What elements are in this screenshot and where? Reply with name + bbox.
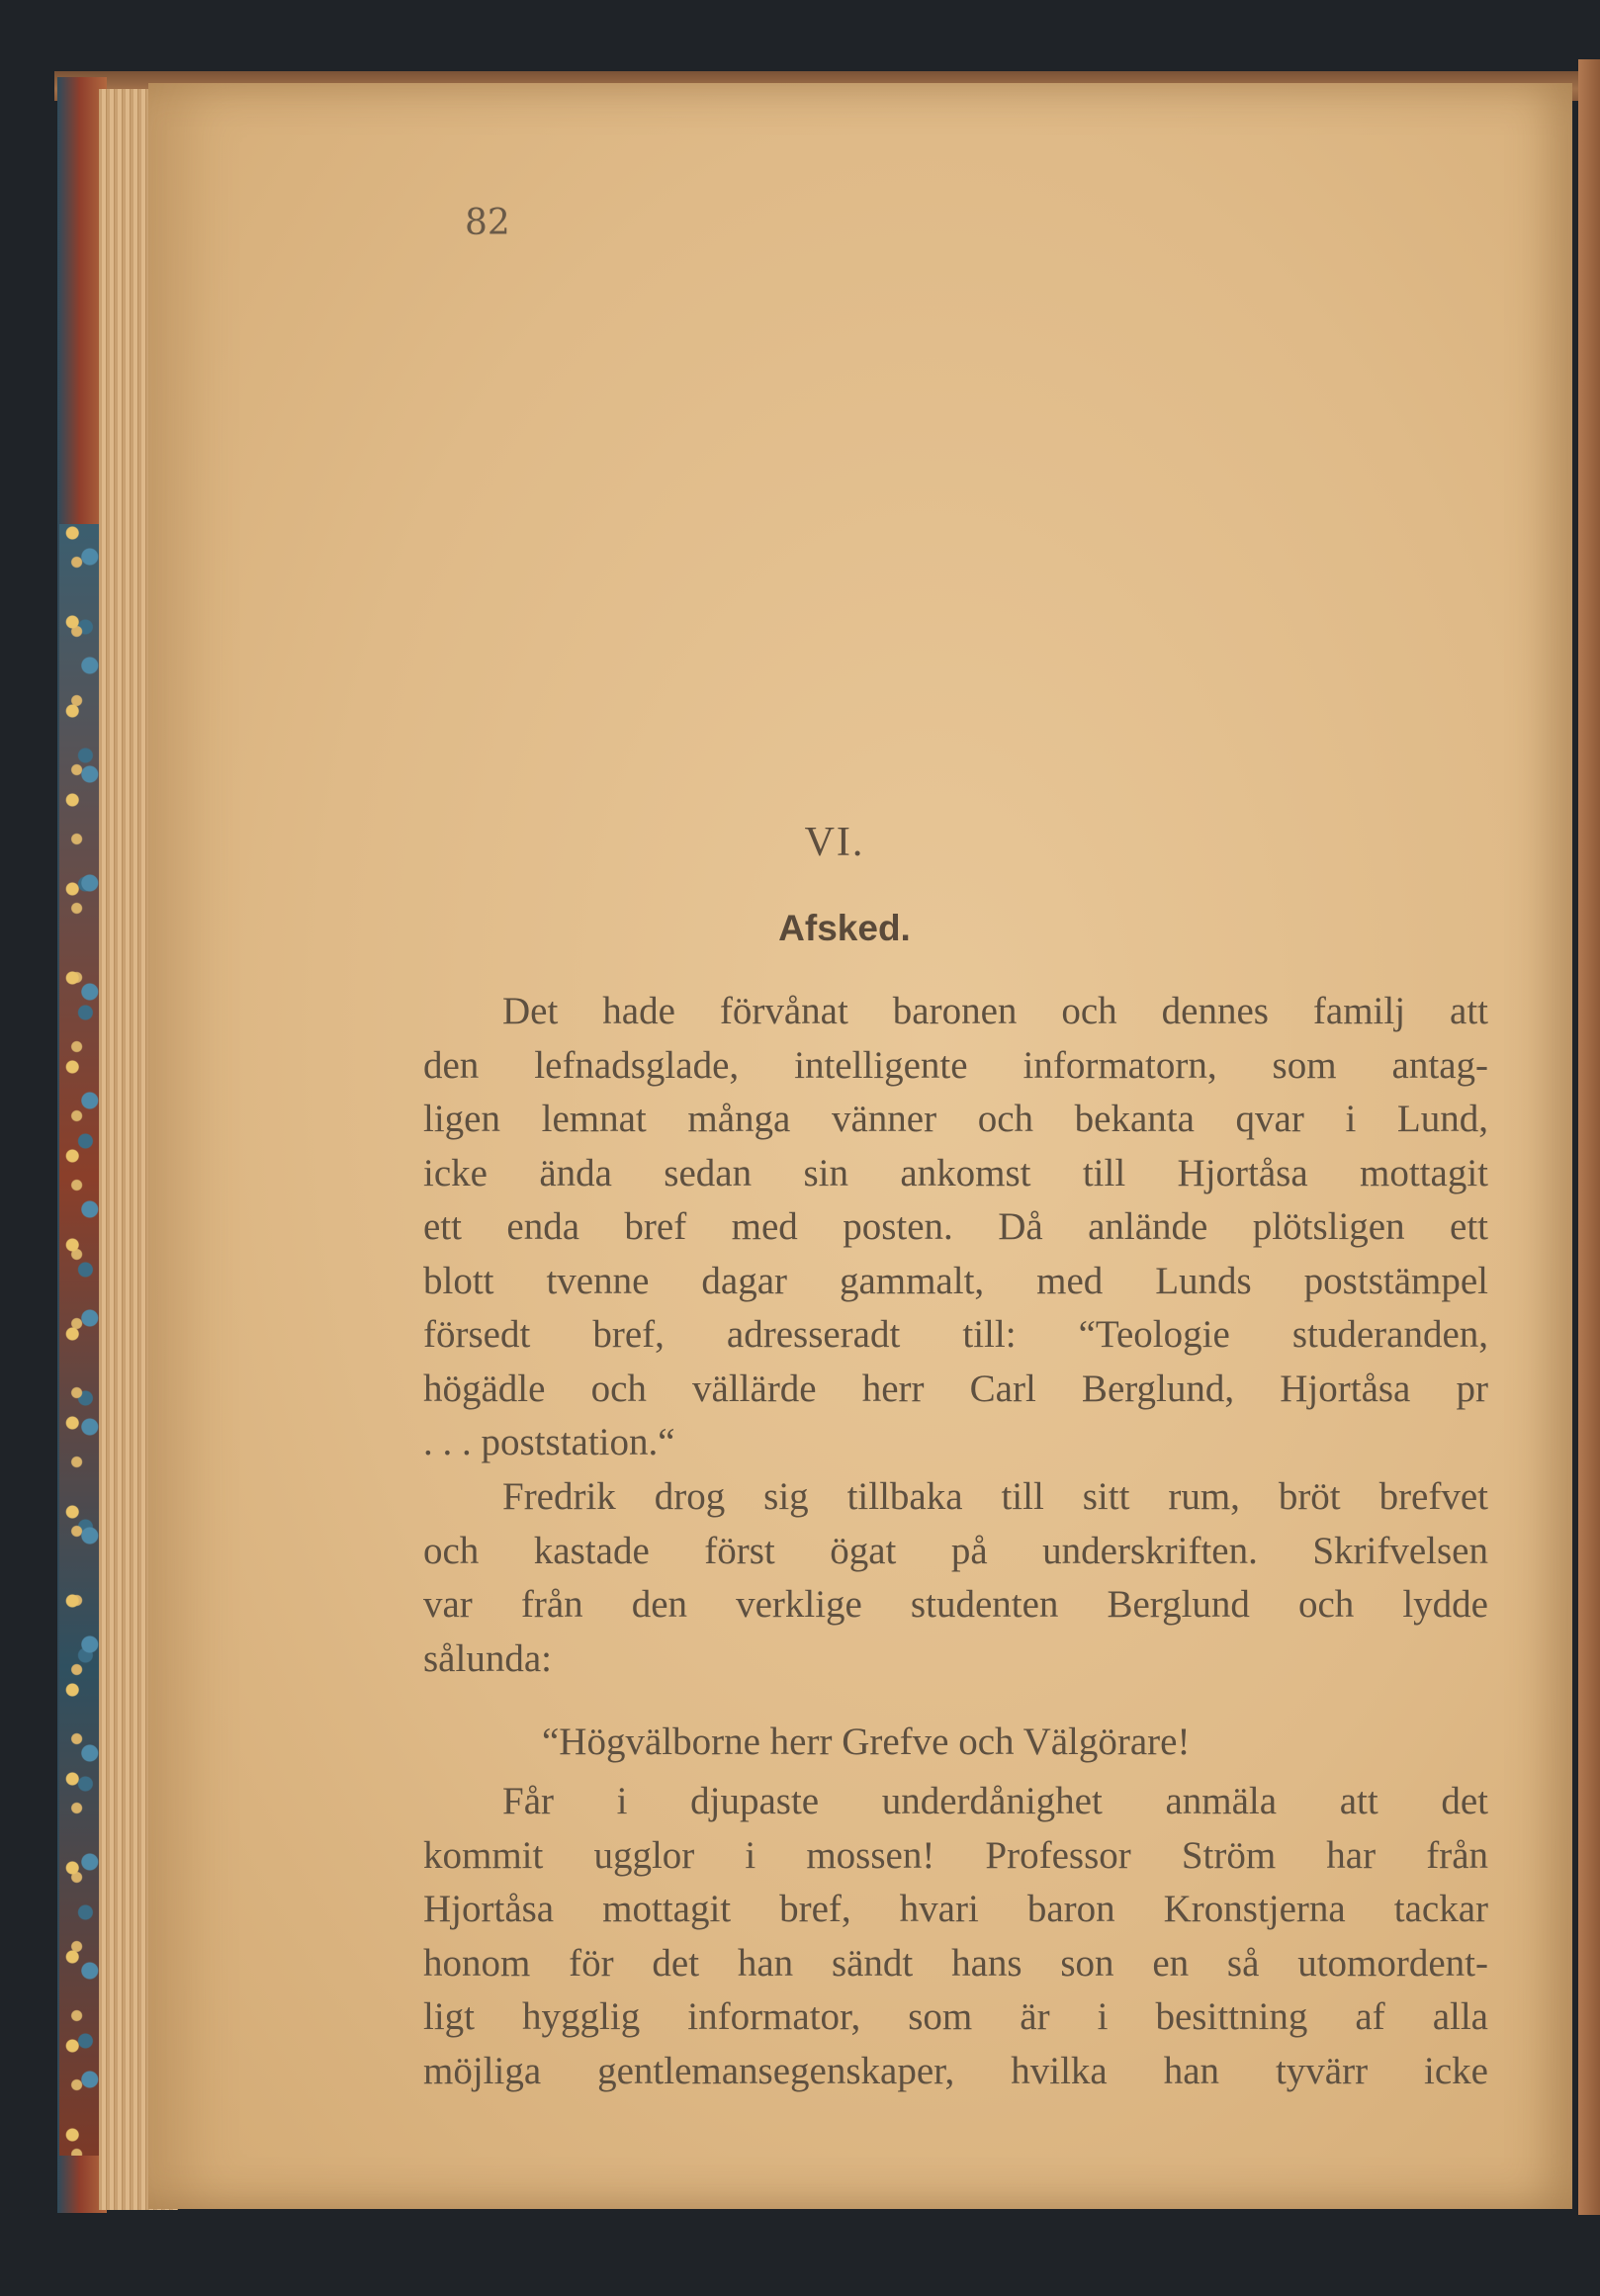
text-line: ligen lemnat många vänner och bekanta qvar i Lund, xyxy=(423,1098,1488,1140)
letter-body xyxy=(423,1775,1488,2098)
text-line: sålunda: xyxy=(423,1636,552,1680)
text-line: blott tvenne dagar gammalt, med Lunds poststämpel xyxy=(423,1259,1488,1302)
paragraph-1 xyxy=(423,985,1488,1470)
chapter-title: Afsked. xyxy=(778,908,911,948)
text-line: den lefnadsglade, intelligente informatorn, som antag- xyxy=(423,1043,1488,1087)
text-line: “Högvälborne herr Grefve och Välgörare! xyxy=(542,1721,1191,1763)
text-line: Hjortåsa mottagit bref, hvari baron Kronstjerna tackar xyxy=(423,1888,1488,1930)
letter-salutation xyxy=(423,1716,1488,1770)
book-cover-right-edge xyxy=(1578,59,1600,2215)
text-line: Det hade förvånat baronen och dennes familj att xyxy=(502,990,1488,1032)
text-line: högädle och vällärde herr Carl Berglund, Hjortåsa pr xyxy=(423,1367,1488,1410)
marbled-page-edge xyxy=(59,524,103,2156)
text-line: ligt hygglig informator, som är i besittning af alla xyxy=(423,1995,1488,2038)
text-line: ett enda bref med posten. Då anlände plötsligen ett xyxy=(423,1205,1488,1248)
text-line: icke ända sedan sin ankomst till Hjortåsa mottagit xyxy=(423,1151,1488,1194)
text-line: möjliga gentlemansegenskaper, hvilka han tyvärr icke xyxy=(423,2049,1488,2092)
text-line: . . . poststation.“ xyxy=(423,1421,675,1463)
text-line: försedt bref, adresseradt till: “Teologie studeranden, xyxy=(423,1313,1488,1356)
text-line: honom för det han sändt hans son en så utomordent- xyxy=(423,1941,1488,1985)
text-line: Får i djupaste underdånighet anmäla att det xyxy=(502,1780,1488,1822)
paragraph-2 xyxy=(423,1470,1488,1686)
page-number: 82 xyxy=(465,203,510,243)
text-line: kommit ugglor i mossen! Professor Ström har från xyxy=(423,1833,1488,1877)
text-line: Fredrik drog sig tillbaka till sitt rum, bröt brefvet xyxy=(502,1475,1488,1518)
chapter-number: VI. xyxy=(804,820,865,865)
text-line: och kastade först ögat på underskriften. Skrifvelsen xyxy=(423,1529,1488,1572)
text-line: var från den verklige studenten Berglund och lydde xyxy=(423,1583,1488,1626)
